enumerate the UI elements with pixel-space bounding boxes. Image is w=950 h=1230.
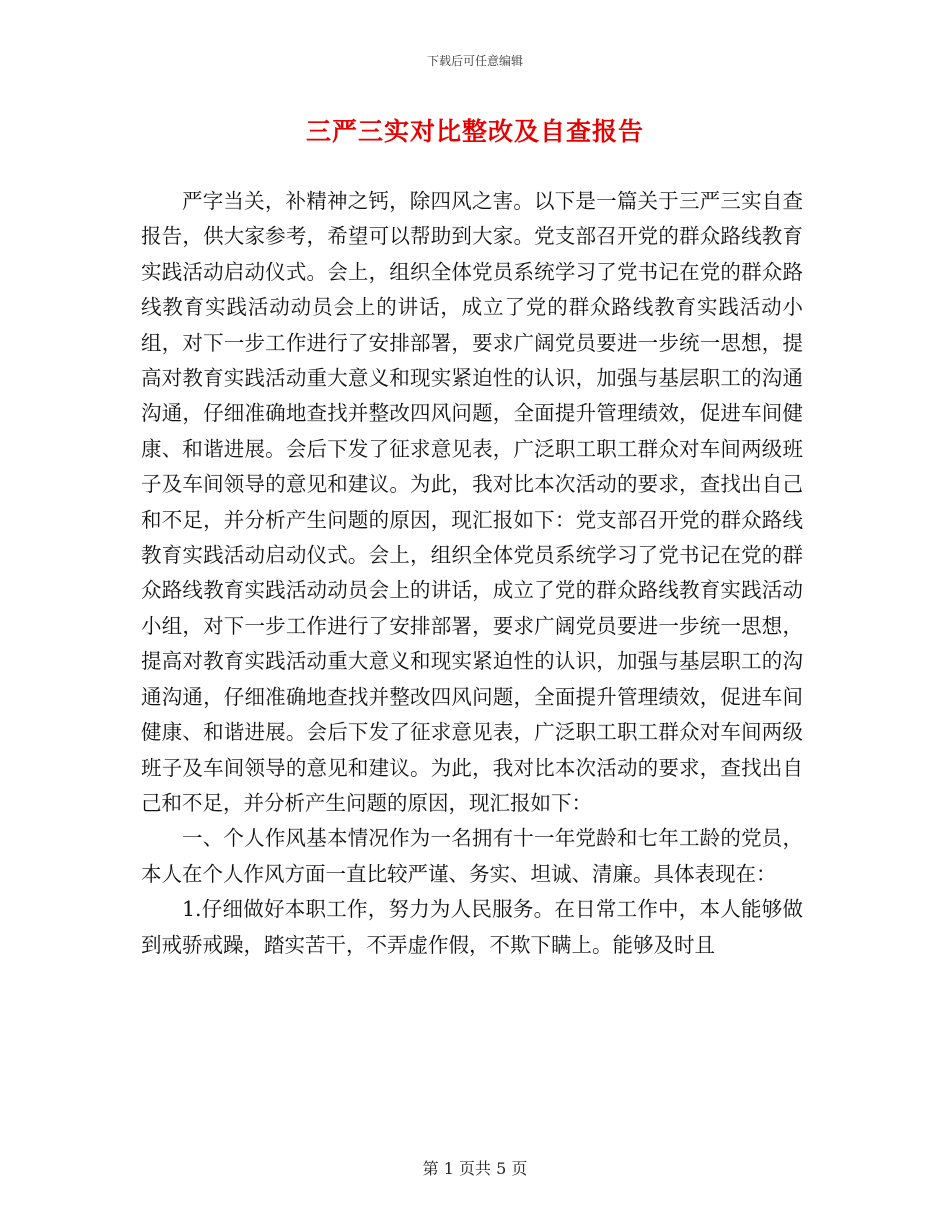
document-body <box>141 184 803 963</box>
page-number: 第 1 页共 5 页 <box>422 1159 528 1178</box>
paragraph-section-one: 一、个人作风基本情况作为一名拥有十一年党龄和七年工龄的党员，本人在个人作风方面一直比较严谨、务实、坦诚、清廉。具体表现在： <box>141 826 803 886</box>
paragraph-item-one: 1.仔细做好本职工作，努力为人民服务。在日常工作中，本人能够做到戒骄戒躁，踏实苦干，不弄虚作假，不欺下瞒上。能够及时且 <box>141 897 803 957</box>
document-title: 三严三实对比整改及自查报告 <box>305 117 644 146</box>
page-header-note: 下载后可任意编辑 <box>426 54 523 68</box>
paragraph-intro: 严字当关，补精神之钙，除四风之害。以下是一篇关于三严三实自查报告，供大家参考，希望可以帮助到大家。党支部召开党的群众路线教育实践活动启动仪式。会上，组织全体党员系统学习了党书记在党的群众路线教育实践活动动员会上的讲话，成立了党的群众路线教育实践活动小组，对下一步工作进行了安排部署，要求广阔党员要进一步统一思想，提高对教育实践活动重大意义和现实紧迫性的认识，加强与基层职工的沟通沟通，仔细准确地查找并整改四风问题，全面提升管理绩效，促进车间健康、和谐进展。会后下发了征求意见表，广泛职工职工群众对车间两级班子及车间领导的意见和建议。为此，我对比本次活动的要求，查找出自己和不足，并分析产生问题的原因，现汇报如下：党支部召开党的群众路线教育实践活动启动仪式。会上，组织全体党员系统学习了党书记在党的群众路线教育实践活动动员会上的讲话，成立了党的群众路线教育实践活动小组，对下一步工作进行了安排部署，要求广阔党员要进一步统一思想，提高对教育实践活动重大意义和现实紧迫性的认识，加强与基层职工的沟通沟通，仔细准确地查找并整改四风问题，全面提升管理绩效，促进车间健康、和谐进展。会后下发了征求意见表，广泛职工职工群众对车间两级班子及车间领导的意见和建议。为此，我对比本次活动的要求，查找出自己和不足，并分析产生问题的原因，现汇报如下： <box>141 189 803 815</box>
